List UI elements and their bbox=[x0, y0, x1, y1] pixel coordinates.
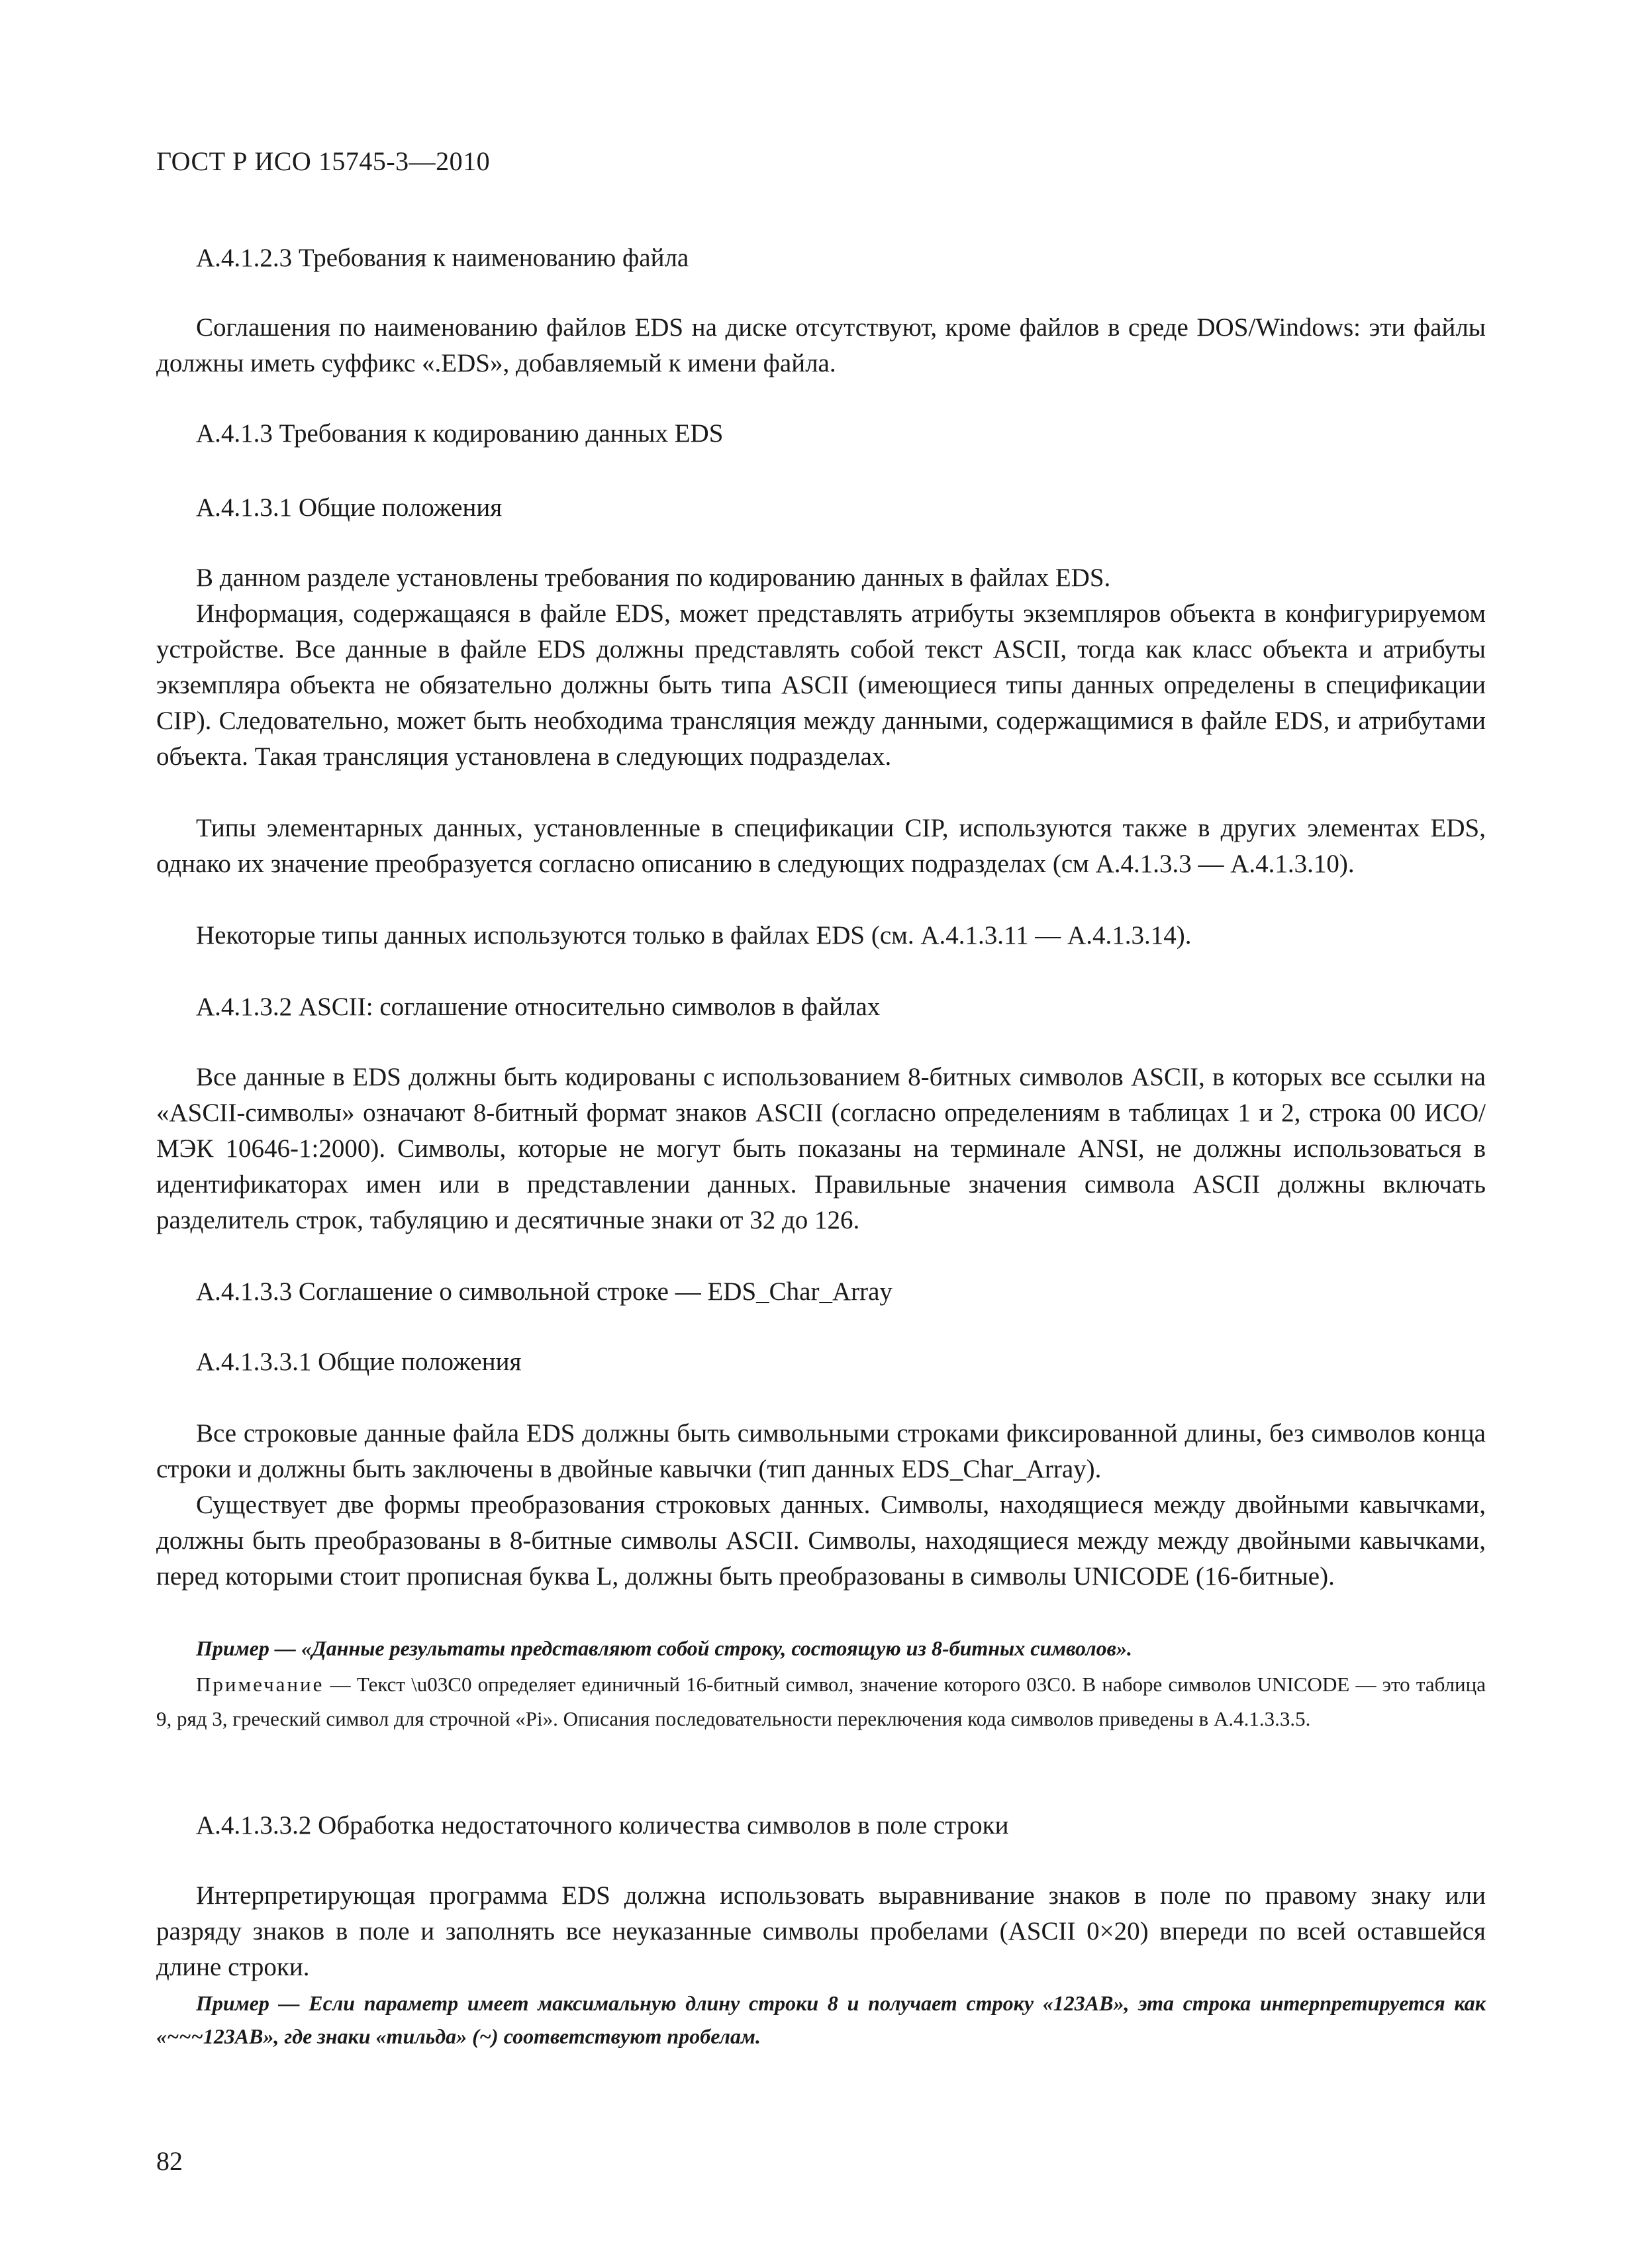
paragraph-general-4: Некоторые типы данных используются только в файлах EDS (см. А.4.1.3.11 — А.4.1.3.14). bbox=[196, 921, 1192, 950]
document-header: ГОСТ Р ИСО 15745-3—2010 bbox=[156, 146, 491, 176]
paragraph-general-1: В данном разделе установлены требования по кодированию данных в файлах EDS. bbox=[196, 564, 1111, 592]
example-2: Пример — Если параметр имеет максимальную длину строки 8 и получает строку «123АВ», эта строка интерпретируется как «~~~123АВ», где знаки «тильда» (~) соответствуют пробелам. bbox=[156, 1991, 1486, 2048]
section-heading-a411332: А.4.1.3.3.2 Обработка недостаточного количества символов в поле строки bbox=[196, 1811, 1009, 1840]
note bbox=[156, 1667, 1486, 1736]
section-heading-a41133: А.4.1.3.3 Соглашение о символьной строке — EDS_Char_Array bbox=[196, 1277, 893, 1306]
note-text: — Текст \u03C0 определяет единичный 16-битный символ, значение которого 03С0. В наборе символов UNICODE — это таблица 9, ряд 3, греческий символ для строчной «Pi». Описания последовательности переключения кода символов приведены в А.4.1.3.3.5. bbox=[156, 1673, 1486, 1730]
note-label: Примечание bbox=[196, 1673, 324, 1696]
paragraph-padding: Интерпретирующая программа EDS должна использовать выравнивание знаков в поле по правому знаку или разряду знаков в поле и заполнять все неуказанные символы пробелами (ASCII 0×20) впереди по всей оставшейся длине строки. bbox=[156, 1881, 1486, 1981]
section-heading-a411331: А.4.1.3.3.1 Общие положения bbox=[196, 1348, 522, 1376]
paragraph-general-3: Типы элементарных данных, установленные в спецификации CIP, используются также в других элементах EDS, однако их значение преобразуется согласно описанию в следующих подразделах (см А.4.1.3.3 — А.4.1.3.10). bbox=[156, 814, 1486, 878]
page-number: 82 bbox=[156, 2146, 183, 2176]
paragraph-string-2: Существует две формы преобразования строковых данных. Символы, находящиеся между двойными кавычками, должны быть преобразованы в 8-битные символы ASCII. Символы, находящиеся между между двойными кавычками, перед которыми стоит прописная буква L, должны быть преобразованы в символы UNICODE (16-битные). bbox=[156, 1491, 1486, 1591]
paragraph-general-2: Информация, содержащаяся в файле EDS, может представлять атрибуты экземпляров объекта в конфигурируемом устройстве. Все данные в файле EDS должны представлять собой текст ASCII, тогда как класс объекта и атрибуты экземпляра объекта не обязательно должны быть типа ASCII (имеющиеся типы данных определены в спецификации CIP). Следовательно, может быть необходима трансляция между данными, содержащимися в файле EDS, и атрибутами объекта. Такая трансляция установлена в следующих подразделах. bbox=[156, 599, 1486, 771]
paragraph-ascii: Все данные в EDS должны быть кодированы с использованием 8-битных символов ASCII, в которых все ссылки на «ASCII-символы» означают 8-битный формат знаков ASCII (согласно определениям в таблицах 1 и 2, строка 00 ИСО/МЭК 10646-1:2000). Символы, которые не могут быть показаны на терминале ANSI, не должны использоваться в идентификаторах имен или в представлении данных. Правильные значения символа ASCII должны включать разделитель строк, табуляцию и десятичные знаки от 32 до 126. bbox=[156, 1063, 1486, 1234]
section-heading-a4113: А.4.1.3 Требования к кодированию данных EDS bbox=[196, 419, 724, 448]
paragraph-string-1: Все строковые данные файла EDS должны быть символьными строками фиксированной длины, без символов конца строки и должны быть заключены в двойные кавычки (тип данных EDS_Char_Array). bbox=[156, 1419, 1486, 1483]
section-heading-a41223: А.4.1.2.3 Требования к наименованию файла bbox=[196, 244, 689, 272]
section-heading-a41132: А.4.1.3.2 ASCII: соглашение относительно символов в файлах bbox=[196, 993, 881, 1021]
section-heading-a41131: А.4.1.3.1 Общие положения bbox=[196, 493, 503, 522]
paragraph-naming: Соглашения по наименованию файлов EDS на диске отсутствуют, кроме файлов в среде DOS/Windows: эти файлы должны иметь суффикс «.EDS», добавляемый к имени файла. bbox=[156, 313, 1486, 377]
example-1: Пример — «Данные результаты представляют собой строку, состоящую из 8-битных символов». bbox=[196, 1636, 1132, 1660]
